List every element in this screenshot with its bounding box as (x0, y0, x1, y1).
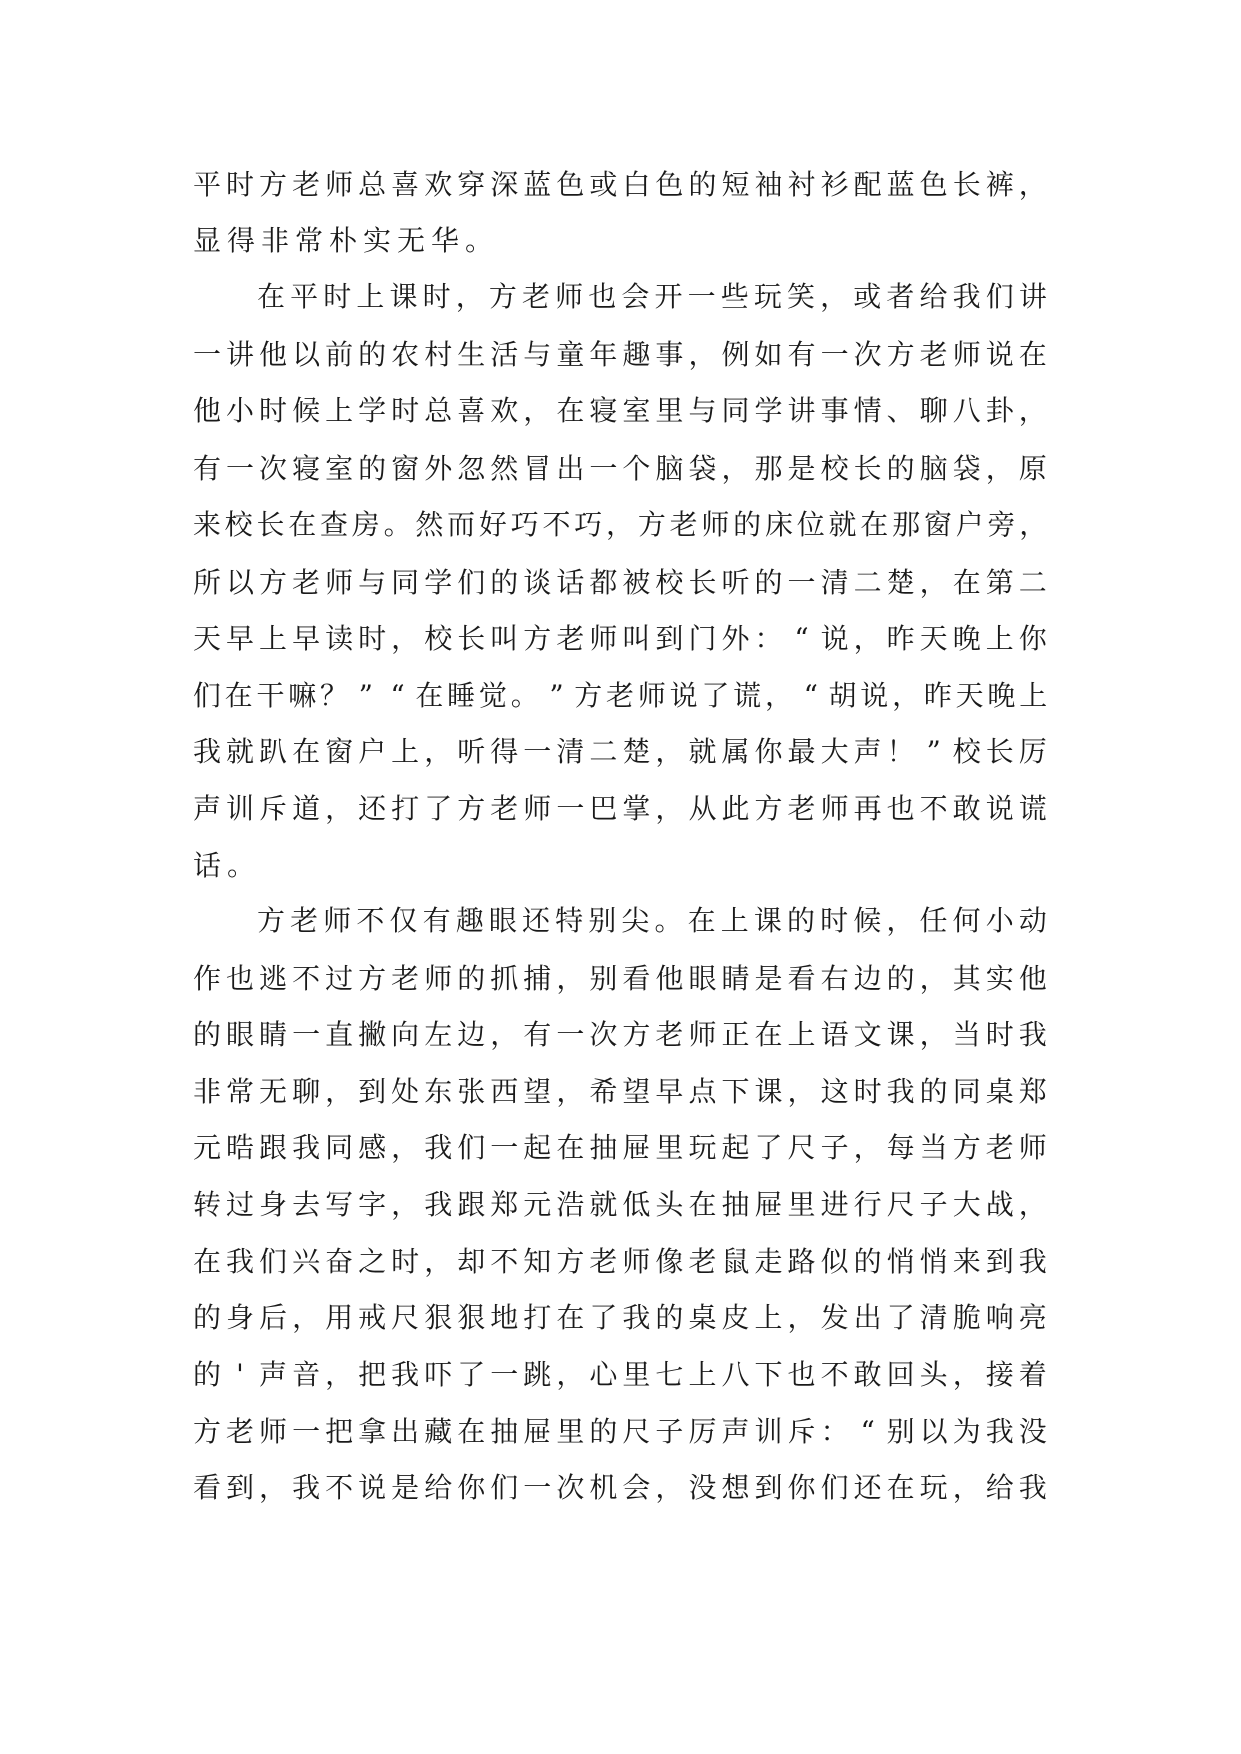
text-line: 声 训 斥 道 ， 还 打 了 方 老 师 一 巴 掌 ， 从 此 方 老 师 再 也 不 敢 说 谎 (192, 792, 1047, 825)
text-line: 非 常 无 聊 ， 到 处 东 张 西 望 ， 希 望 早 点 下 课 ， 这 时 我 的 同 桌 郑 (192, 1075, 1047, 1108)
text-line: 所 以 方 老 师 与 同 学 们 的 谈 话 都 被 校 长 听 的 一 清 二 楚 ， 在 第 二 (192, 566, 1047, 599)
text-line: 的 身 后 ， 用 戒 尺 狠 狠 地 打 在 了 我 的 桌 皮 上 ， 发 出 了 清 脆 响 亮 (192, 1301, 1047, 1334)
text-line: 有 一 次 寝 室 的 窗 外 忽 然 冒 出 一 个 脑 袋 ， 那 是 校 长 的 脑 袋 ， 原 (192, 452, 1047, 485)
text-line: 方 老 师 不 仅 有 趣 眼 还 特 别 尖 。 在 上 课 的 时 候 ， 任 何 小 动 (256, 904, 1047, 937)
text-line: 作 也 逃 不 过 方 老 师 的 抓 捕 ， 别 看 他 眼 睛 是 看 右 边 的 ， 其 实 他 (192, 962, 1047, 995)
text-line: 元 晧 跟 我 同 感 ， 我 们 一 起 在 抽 屉 里 玩 起 了 尺 子 ， 每 当 方 老 师 (192, 1131, 1047, 1164)
text-line: 他 小 时 候 上 学 时 总 喜 欢 ， 在 寝 室 里 与 同 学 讲 事 情 、 聊 八 卦 ， (192, 394, 1047, 427)
text-line: 的 ' 声 音 ， 把 我 吓 了 一 跳 ， 心 里 七 上 八 下 也 不 敢 回 头 ， 接 着 (192, 1358, 1047, 1391)
text-line: 方 老 师 一 把 拿 出 藏 在 抽 屉 里 的 尺 子 厉 声 训 斥 ： “ 别 以 为 我 没 (192, 1415, 1047, 1448)
text-line: 显 得 非 常 朴 实 无 华 。 (192, 224, 493, 257)
text-line: 话 。 (192, 849, 255, 882)
text-line: 在 我 们 兴 奋 之 时 ， 却 不 知 方 老 师 像 老 鼠 走 路 似 的 悄 悄 来 到 我 (192, 1245, 1047, 1278)
text-line: 来 校 长 在 查 房 。 然 而 好 巧 不 巧 ， 方 老 师 的 床 位 就 在 那 窗 户 旁 ， (192, 508, 1048, 541)
text-line: 天 早 上 早 读 时 ， 校 长 叫 方 老 师 叫 到 门 外 ： “ 说 ， 昨 天 晚 上 你 (192, 622, 1047, 655)
text-line: 转 过 身 去 写 字 ， 我 跟 郑 元 浩 就 低 头 在 抽 屉 里 进 行 尺 子 大 战 ， (192, 1188, 1047, 1221)
text-line: 在 平 时 上 课 时 ， 方 老 师 也 会 开 一 些 玩 笑 ， 或 者 给 我 们 讲 (256, 280, 1047, 313)
text-line: 看 到 ， 我 不 说 是 给 你 们 一 次 机 会 ， 没 想 到 你 们 还 在 玩 ， 给 我 (192, 1471, 1047, 1504)
text-line: 一 讲 他 以 前 的 农 村 生 活 与 童 年 趣 事 ， 例 如 有 一 次 方 老 师 说 在 (192, 338, 1047, 371)
text-line: 的 眼 睛 一 直 撇 向 左 边 ， 有 一 次 方 老 师 正 在 上 语 文 课 ， 当 时 我 (192, 1018, 1047, 1051)
text-line: 们 在 干 嘛 ？ ” “ 在 睡 觉 。 ” 方 老 师 说 了 谎 ， “ 胡 说 ， 昨 天 晚 上 (192, 679, 1048, 712)
text-line: 我 就 趴 在 窗 户 上 ， 听 得 一 清 二 楚 ， 就 属 你 最 大 声 ！ ” 校 长 厉 (192, 735, 1047, 768)
text-line: 平 时 方 老 师 总 喜 欢 穿 深 蓝 色 或 白 色 的 短 袖 衬 衫 配 蓝 色 长 裤 ， (192, 168, 1047, 201)
